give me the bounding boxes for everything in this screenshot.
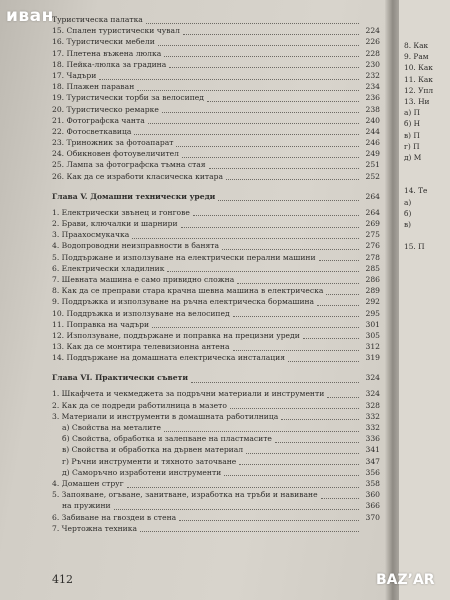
book-gutter [385, 0, 399, 600]
leader-dots [281, 412, 359, 420]
toc-entry [52, 400, 380, 411]
leader-dots [176, 139, 359, 147]
facing-page-line: б) [404, 208, 412, 218]
leader-dots [152, 320, 359, 328]
toc-entry [52, 14, 380, 25]
leader-dots [146, 16, 359, 24]
toc-entry [52, 70, 380, 81]
page-number: 412 [52, 573, 73, 586]
facing-page-text [404, 40, 450, 253]
leader-dots [275, 435, 359, 443]
leader-dots [99, 72, 359, 80]
toc-entry-page: 336 [365, 434, 380, 444]
toc-entry-label: 23. Триножник за фотоапарат [52, 138, 174, 148]
toc-entry-label: 7. Шевната машина е само привидно сложна [52, 274, 235, 284]
toc-entry-page: 224 [365, 26, 380, 36]
facing-page-line [404, 174, 450, 185]
toc-entry-label: 19. Туристически торби за велосипед [52, 93, 204, 103]
toc-entry-page: 332 [365, 411, 380, 421]
toc-entry-page: 226 [365, 37, 380, 47]
toc-entry [52, 252, 380, 263]
toc-entry [52, 308, 380, 319]
toc-entry [52, 523, 380, 534]
leader-dots [233, 309, 359, 317]
toc-entry-label: 2. Как да се подреди работилница в мазето [52, 400, 227, 410]
toc-entry [52, 319, 380, 330]
toc-entry-page: 341 [365, 445, 380, 455]
toc-entry-label: 2. Брави, ключалки и шарнири [52, 219, 178, 228]
leader-dots [191, 374, 359, 383]
toc-entry-page: 264 [365, 207, 380, 217]
toc-entry [52, 422, 380, 433]
toc-entry-page: 286 [365, 274, 380, 284]
toc-entry-label: а) Свойства на металите [62, 423, 162, 432]
leader-dots [303, 331, 359, 339]
toc-entry-page: 285 [365, 263, 380, 273]
toc-entry-page: 236 [365, 93, 380, 103]
toc-entry-page: 234 [365, 82, 380, 92]
toc-entry-label: 3. Праахосмукачка [52, 230, 130, 240]
toc-entry-page: 324 [365, 389, 380, 399]
toc-entry [52, 126, 380, 137]
leader-dots [182, 150, 359, 158]
toc-entry [52, 137, 380, 148]
toc-entry-page: 305 [365, 330, 380, 340]
leader-dots [158, 38, 359, 46]
toc-entry-page: 312 [365, 342, 380, 352]
toc-entry-label: 8. Как да се преправи стара крачна шевна машина в електрическа [52, 286, 324, 296]
toc-section-1 [52, 14, 380, 182]
facing-page-line: 11. Как [404, 74, 433, 84]
leader-dots [164, 424, 359, 432]
toc-entry-page: 228 [365, 48, 380, 58]
toc-entry-page: 360 [365, 490, 380, 500]
leader-dots [222, 242, 359, 250]
toc-entry-label: на пружини [62, 501, 111, 511]
toc-entry-label: 21. Фотографска чанта [52, 115, 145, 125]
facing-page-line: а) П [404, 108, 421, 118]
leader-dots [193, 208, 359, 216]
toc-entry-label: 17. Чадъри [52, 70, 97, 80]
toc-entry-label: 18. Плажен параван [52, 82, 135, 92]
leader-dots [140, 524, 359, 532]
toc-entry-label: 9. Поддръжка и използуване на ръчна електрическа бормашина [52, 297, 315, 307]
toc-entry-label: 5. Поддържане и използуване на електрически перални машини [52, 252, 316, 262]
leader-dots [169, 60, 359, 68]
toc-entry-label: 5. Запояване, огъване, занитване, изработка на тръби и навиване [52, 490, 318, 500]
toc-entry [52, 478, 380, 489]
leader-dots [226, 172, 359, 180]
toc-entry-page: 332 [365, 423, 380, 432]
toc-entry-page: 269 [365, 219, 380, 228]
toc-entry-page: 232 [365, 70, 380, 80]
leader-dots [114, 502, 359, 510]
chapter-page: 324 [365, 373, 380, 383]
facing-page-line: б) Н [404, 119, 421, 129]
toc-entry-label: 12. Използуване, поддържане и поправка на прецизни уреди [52, 330, 300, 340]
toc-entry-label: б) Свойства, обработка и залепване на пластмасите [62, 434, 272, 444]
leader-dots [224, 468, 359, 476]
chapter-title: Глава VI. Практически съвети [52, 373, 188, 383]
facing-page-line: а) [404, 197, 412, 207]
toc-entry-page: 244 [365, 126, 380, 136]
toc-entry [52, 81, 380, 92]
toc-entry [52, 456, 380, 467]
leader-dots [239, 457, 359, 465]
leader-dots [246, 446, 359, 454]
toc-entry-label: 4. Водопроводни неизправности в банята [52, 241, 220, 251]
toc-entry [52, 92, 380, 103]
toc-entry-label: 6. Забиване на гвоздеи в стена [52, 512, 177, 522]
toc-entry [52, 341, 380, 352]
leader-dots [162, 105, 359, 113]
toc-entry [52, 433, 380, 444]
toc-entry [52, 489, 380, 500]
toc-entry-page: 276 [365, 241, 380, 251]
toc-entry [52, 104, 380, 115]
chapter-heading-6 [52, 371, 380, 385]
toc-entry-label: 15. Спален туристически чувал [52, 26, 180, 36]
toc-entry-label: 26. Как да се изработи класическа китара [52, 171, 224, 181]
toc-entry-page: 356 [365, 467, 380, 477]
leader-dots [179, 513, 359, 521]
leader-dots [207, 94, 359, 102]
facing-page-line: 15. П [404, 242, 425, 252]
leader-dots [237, 276, 359, 284]
toc-entry [52, 218, 380, 229]
toc-entry [52, 207, 380, 218]
leader-dots [209, 161, 359, 169]
toc-entry [52, 148, 380, 159]
facing-page-line: 12. Упл [404, 85, 434, 95]
toc-entry-page: 292 [365, 297, 380, 307]
leader-dots [183, 27, 359, 35]
toc-section-3 [52, 388, 380, 533]
toc-entry-label: 17. Плетена въжена люлка [52, 48, 162, 58]
toc-entry-page: 301 [365, 319, 380, 329]
toc-entry [52, 240, 380, 251]
facing-page-line [404, 163, 450, 174]
facing-page-line: д) М [404, 152, 422, 162]
toc-entry-page: 358 [365, 478, 380, 488]
toc-entry-page: 251 [365, 160, 380, 170]
toc-entry-page: 230 [365, 59, 380, 69]
toc-entry [52, 48, 380, 59]
toc-entry [52, 285, 380, 296]
marketplace-logo: BAZ’AR [376, 572, 435, 588]
toc-entry [52, 388, 380, 399]
watermark-text: иван [6, 6, 54, 26]
toc-entry-page: 328 [365, 400, 380, 410]
leader-dots [288, 354, 359, 362]
leader-dots [134, 127, 359, 135]
toc-entry [52, 352, 380, 363]
toc-entry [52, 171, 380, 182]
toc-entry [52, 274, 380, 285]
toc-entry-page: 249 [365, 149, 380, 159]
toc-entry-label: 22. Фотосветкавица [52, 126, 132, 136]
toc-entry-page: 275 [365, 230, 380, 240]
toc-entry-page: 278 [365, 252, 380, 262]
toc-entry [52, 59, 380, 70]
toc-entry [52, 263, 380, 274]
leader-dots [230, 401, 359, 409]
toc-entry-page: 347 [365, 456, 380, 466]
chapter-heading-5 [52, 190, 380, 204]
toc-entry-label: 16. Туристически мебели [52, 37, 155, 47]
table-of-contents [52, 14, 380, 534]
toc-section-2 [52, 207, 380, 364]
toc-entry-label: 20. Туристическо ремарке [52, 104, 159, 114]
toc-entry [52, 512, 380, 523]
toc-entry-label: 1. Електрически звънец и гонгове [52, 207, 190, 217]
toc-entry [52, 444, 380, 455]
toc-entry-label: г) Ръчни инструменти и тяхното заточване [62, 456, 237, 466]
facing-page-line: 10. Как [404, 63, 433, 73]
leader-dots [132, 231, 359, 239]
toc-entry-label: 14. Поддържане на домашната електрическа инсталация [52, 353, 286, 363]
toc-entry [52, 25, 380, 36]
toc-entry-page: 252 [365, 171, 380, 181]
toc-entry-label: Туристическа палатка [52, 15, 143, 24]
toc-entry-label: 3. Материали и инструменти в домашната работилница [52, 411, 279, 421]
leader-dots [127, 480, 359, 488]
toc-entry-page: 366 [365, 501, 380, 511]
toc-entry-label: 13. Как да се монтира телевизионна антена [52, 342, 230, 352]
toc-entry-label: 18. Пейка-люлка за градина [52, 59, 167, 69]
toc-entry-label: 10. Поддръжка и използуване на велосипед [52, 308, 230, 318]
toc-entry [52, 500, 380, 511]
toc-entry-label: 6. Електрически хладилник [52, 263, 165, 273]
leader-dots [148, 116, 359, 124]
facing-page-line: 14. Те [404, 186, 428, 196]
facing-page-line: 13. Ни [404, 96, 430, 106]
facing-page-line: в) [404, 220, 412, 229]
leader-dots [167, 264, 359, 272]
toc-entry-page: 319 [365, 353, 380, 363]
toc-entry [52, 296, 380, 307]
toc-entry [52, 467, 380, 478]
chapter-title: Глава V. Домашни технически уреди [52, 191, 216, 201]
toc-entry-page: 370 [365, 512, 380, 522]
toc-entry-label: 4. Домашен струг [52, 478, 124, 488]
toc-entry [52, 229, 380, 240]
leader-dots [164, 49, 359, 57]
facing-page-line: 8. Как [404, 41, 429, 50]
toc-entry-label: в) Свойства и обработка на дървен материал [62, 445, 244, 455]
leader-dots [327, 390, 359, 398]
toc-entry-page: 240 [365, 115, 380, 125]
leader-dots [321, 491, 359, 499]
toc-entry-label: 11. Поправка на чадъри [52, 319, 150, 329]
toc-entry-page: 238 [365, 104, 380, 114]
facing-page-line: г) П [404, 141, 420, 151]
leader-dots [319, 253, 359, 261]
facing-page-line [404, 230, 450, 241]
leader-dots [218, 192, 359, 201]
facing-page-line: 9. Рам [404, 52, 429, 62]
toc-entry-page: 289 [365, 286, 380, 296]
leader-dots [326, 287, 359, 295]
toc-entry-page: 246 [365, 138, 380, 148]
toc-entry [52, 36, 380, 47]
toc-entry [52, 330, 380, 341]
toc-entry-label: 1. Шкафчета и чекмеджета за подръчни материали и инструменти [52, 389, 325, 399]
leader-dots [233, 343, 360, 351]
toc-entry-label: 7. Чертожна техника [52, 523, 138, 533]
toc-entry-label: 25. Лампа за фотографска тъмна стая [52, 160, 206, 170]
leader-dots [317, 298, 359, 306]
toc-entry [52, 411, 380, 422]
leader-dots [181, 220, 359, 228]
leader-dots [137, 83, 359, 91]
toc-entry [52, 115, 380, 126]
facing-page-line: в) П [404, 130, 420, 140]
chapter-page: 264 [365, 191, 380, 201]
toc-entry-page: 295 [365, 308, 380, 318]
toc-entry [52, 159, 380, 170]
toc-entry-label: 24. Обикновен фотоувеличител [52, 149, 179, 159]
toc-entry-label: д) Саморъчно изработени инструменти [62, 467, 222, 477]
